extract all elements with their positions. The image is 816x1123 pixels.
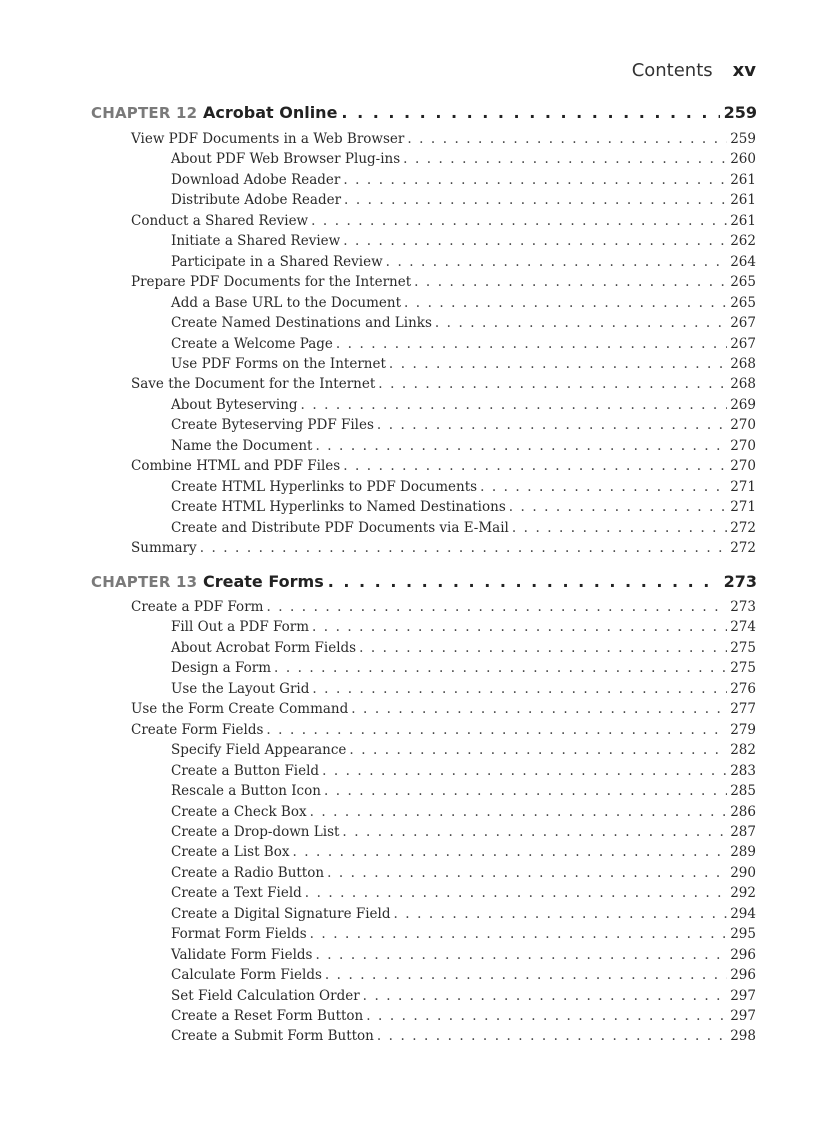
toc-entry-title: About PDF Web Browser Plug-ins (171, 151, 401, 168)
dot-leader (386, 252, 728, 272)
dot-leader (414, 272, 727, 292)
toc-entry-page-number: 270 (730, 417, 756, 434)
toc-entry[interactable] (131, 720, 756, 740)
toc-entry-title: Add a Base URL to the Document (171, 294, 402, 311)
toc-entry-title: Name the Document (171, 437, 313, 454)
toc-entry-title: Fill Out a PDF Form (171, 619, 310, 636)
toc-entry-title: Create a Drop-down List (171, 823, 340, 840)
toc-entry-page-number: 297 (730, 1008, 756, 1024)
toc-entry[interactable] (171, 518, 756, 538)
dot-leader (435, 313, 727, 333)
running-head (632, 60, 756, 81)
toc-entry-title: Summary (131, 540, 197, 556)
toc-entry[interactable] (171, 395, 756, 415)
toc-entry-page-number: 276 (730, 680, 756, 697)
dot-leader (377, 415, 727, 435)
dot-leader (341, 103, 719, 122)
toc-entry[interactable] (171, 293, 756, 313)
toc-entry-title: Create HTML Hyperlinks to Named Destinations (171, 499, 506, 516)
dot-leader (512, 518, 727, 538)
toc-entry-title: Create a Text Field (171, 885, 302, 902)
dot-leader (343, 231, 727, 251)
toc-entry-title: Create Form Fields (131, 721, 264, 738)
toc-entry[interactable] (131, 272, 756, 292)
toc-entry[interactable] (171, 354, 756, 374)
toc-entry-page-number: 290 (730, 864, 756, 881)
toc-entry[interactable] (171, 761, 756, 781)
toc-entry[interactable] (171, 965, 756, 985)
dot-leader (292, 842, 727, 862)
dot-leader (315, 436, 727, 456)
chapter-page-number: 259 (723, 103, 757, 122)
chapter-label: CHAPTER 13 (91, 573, 198, 591)
dot-leader (377, 1026, 727, 1046)
dot-leader (394, 904, 728, 924)
dot-leader (349, 740, 727, 760)
dot-leader (328, 572, 720, 591)
toc-entry[interactable] (171, 863, 756, 883)
dot-leader (266, 597, 727, 617)
dot-leader (378, 374, 727, 394)
dot-leader (322, 761, 727, 781)
chapter-heading[interactable] (91, 103, 757, 122)
toc-entry-page-number: 285 (730, 783, 756, 800)
toc-entry-page-number: 286 (730, 803, 756, 820)
toc-entry-title: Create a Check Box (171, 803, 307, 820)
toc-entry-page-number: 273 (730, 599, 756, 615)
toc-entry[interactable] (171, 334, 756, 354)
toc-entry-page-number: 275 (730, 660, 756, 677)
toc-entry[interactable] (131, 211, 756, 231)
toc-entry[interactable] (131, 699, 756, 719)
toc-entry-title: Create Named Destinations and Links (171, 315, 432, 332)
toc-entry[interactable] (131, 129, 756, 149)
toc-entry[interactable] (171, 149, 756, 169)
toc-entry-page-number: 296 (730, 967, 756, 984)
toc-entry-page-number: 264 (730, 253, 756, 270)
chapter-title: Acrobat Online (203, 103, 338, 122)
toc-entry-title: Specify Field Appearance (171, 742, 347, 759)
toc-entry[interactable] (171, 924, 756, 944)
toc-entry-title: Create a PDF Form (131, 599, 264, 615)
toc-entry-page-number: 282 (730, 742, 756, 759)
toc-entry-title: Use the Form Create Command (131, 701, 349, 718)
toc-entry[interactable] (171, 415, 756, 435)
toc-entry-page-number: 289 (730, 844, 756, 861)
toc-entry-page-number: 259 (730, 131, 756, 147)
toc-entry-page-number: 275 (730, 639, 756, 656)
toc-entry-title: Calculate Form Fields (171, 967, 322, 984)
toc-entry[interactable] (171, 781, 756, 801)
toc-entry-page-number: 267 (730, 335, 756, 352)
toc-entry-title: Create a Submit Form Button (171, 1028, 374, 1045)
toc-entry-title: Conduct a Shared Review (131, 212, 309, 229)
toc-entry-title: Create a Radio Button (171, 864, 325, 881)
toc-entry-title: Download Adobe Reader (171, 171, 341, 188)
toc-entry-title: Distribute Adobe Reader (171, 192, 342, 209)
toc-entry-title: Create a Digital Signature Field (171, 905, 391, 922)
toc-entry[interactable] (171, 904, 756, 924)
dot-leader (342, 822, 727, 842)
toc-entry[interactable] (171, 617, 756, 637)
dot-leader (343, 456, 727, 476)
toc-entry-page-number: 294 (730, 905, 756, 922)
chapter-label: CHAPTER 12 (91, 104, 198, 122)
toc-entry[interactable] (131, 374, 756, 394)
toc-entry-page-number: 269 (730, 396, 756, 413)
toc-entry-page-number: 271 (730, 478, 756, 495)
toc-entry-title: Design a Form (171, 660, 272, 677)
dot-leader (343, 170, 727, 190)
toc-entry[interactable] (171, 436, 756, 456)
toc-entry[interactable] (171, 802, 756, 822)
dot-leader (312, 679, 727, 699)
toc-entry[interactable] (171, 313, 756, 333)
dot-leader (305, 883, 727, 903)
toc-entry[interactable] (171, 497, 756, 517)
toc-entry[interactable] (171, 658, 756, 678)
toc-entry-title: Create a Welcome Page (171, 335, 333, 352)
toc-entry-title: Validate Form Fields (171, 946, 313, 963)
toc-entry-title: Participate in a Shared Review (171, 253, 383, 270)
dot-leader (403, 149, 727, 169)
toc-entry[interactable] (171, 477, 756, 497)
toc-entry-page-number: 274 (730, 619, 756, 636)
toc-entry-page-number: 283 (730, 762, 756, 779)
toc-entry-title: Create a List Box (171, 844, 290, 861)
toc-entry-page-number: 265 (730, 294, 756, 311)
dot-leader (389, 354, 727, 374)
toc-entry[interactable] (171, 740, 756, 760)
toc-entry-page-number: 277 (730, 701, 756, 718)
dot-leader (351, 699, 727, 719)
toc-entry-page-number: 261 (730, 192, 756, 209)
toc-entry[interactable] (171, 1006, 756, 1026)
chapter-heading[interactable] (91, 572, 757, 591)
dot-leader (509, 497, 727, 517)
toc-entry[interactable] (171, 1026, 756, 1046)
chapter-page-number: 273 (723, 572, 757, 591)
toc-entry[interactable] (171, 883, 756, 903)
dot-leader (336, 334, 727, 354)
dot-leader (324, 781, 727, 801)
toc-entry-title: About Byteserving (171, 396, 298, 413)
toc-entry-title: View PDF Documents in a Web Browser (131, 131, 405, 147)
toc-entry-title: Format Form Fields (171, 926, 307, 943)
toc-entry-title: Prepare PDF Documents for the Internet (131, 274, 412, 291)
toc-entry-page-number: 267 (730, 315, 756, 332)
toc-entry-page-number: 260 (730, 151, 756, 168)
running-head-title: Contents (631, 60, 713, 81)
toc-entry[interactable] (171, 638, 756, 658)
toc-entry-page-number: 270 (730, 458, 756, 475)
toc-entry-title: Create HTML Hyperlinks to PDF Documents (171, 478, 478, 495)
toc-entry-page-number: 261 (730, 171, 756, 188)
toc-entry-title: Use PDF Forms on the Internet (171, 355, 386, 372)
chapter-title: Create Forms (203, 572, 324, 591)
toc-entry-page-number: 296 (730, 946, 756, 963)
toc-entry-page-number: 292 (730, 885, 756, 902)
toc-entry-page-number: 297 (730, 987, 756, 1004)
toc-entry-page-number: 271 (730, 499, 756, 516)
toc-entry[interactable] (171, 252, 756, 272)
dot-leader (301, 395, 728, 415)
dot-leader (359, 638, 727, 658)
toc-entry-page-number: 298 (730, 1028, 756, 1045)
toc-entry-title: Rescale a Button Icon (171, 783, 321, 800)
dot-leader (200, 538, 728, 558)
dot-leader (315, 945, 727, 965)
toc-entry[interactable] (131, 597, 756, 617)
toc-entry[interactable] (171, 842, 756, 862)
dot-leader (274, 658, 727, 678)
toc-entry-page-number: 265 (730, 274, 756, 291)
dot-leader (310, 924, 728, 944)
dot-leader (363, 986, 728, 1006)
toc-entry[interactable] (171, 679, 756, 699)
toc-entry-page-number: 272 (730, 540, 756, 556)
toc-entry-title: Initiate a Shared Review (171, 233, 341, 250)
dot-leader (407, 129, 727, 149)
toc-entry-page-number: 261 (730, 212, 756, 229)
dot-leader (312, 617, 727, 637)
toc-entry[interactable] (131, 456, 756, 476)
toc-entry[interactable] (171, 190, 756, 210)
toc-entry[interactable] (131, 538, 756, 558)
toc-entry-title: About Acrobat Form Fields (171, 639, 357, 656)
toc-entry-page-number: 270 (730, 437, 756, 454)
toc-entry-page-number: 262 (730, 233, 756, 250)
toc-entry-page-number: 287 (730, 823, 756, 840)
toc-entry-page-number: 279 (730, 721, 756, 738)
running-head-page-number: xv (732, 60, 756, 81)
dot-leader (311, 211, 727, 231)
toc-entry-title: Use the Layout Grid (171, 680, 310, 697)
toc-entry-title: Set Field Calculation Order (171, 987, 360, 1004)
toc-entry[interactable] (171, 170, 756, 190)
toc-entry-title: Create and Distribute PDF Documents via E-Mail (171, 519, 509, 536)
dot-leader (404, 293, 727, 313)
dot-leader (327, 863, 727, 883)
toc-entry[interactable] (171, 986, 756, 1006)
toc-entry-title: Create a Button Field (171, 762, 320, 779)
toc-entry-page-number: 295 (730, 926, 756, 943)
toc-entry-title: Create a Reset Form Button (171, 1008, 364, 1024)
toc-entry-page-number: 268 (730, 376, 756, 393)
toc-entry-title: Combine HTML and PDF Files (131, 458, 341, 475)
toc-entry[interactable] (171, 822, 756, 842)
dot-leader (325, 965, 727, 985)
toc-entry[interactable] (171, 231, 756, 251)
dot-leader (344, 190, 727, 210)
toc-entry-title: Create Byteserving PDF Files (171, 417, 374, 434)
dot-leader (480, 477, 727, 497)
dot-leader (266, 720, 727, 740)
toc-entry-title: Save the Document for the Internet (131, 376, 376, 393)
toc-entry-page-number: 268 (730, 355, 756, 372)
dot-leader (366, 1006, 727, 1026)
toc-entry-page-number: 272 (730, 519, 756, 536)
dot-leader (310, 802, 728, 822)
toc-entry[interactable] (171, 945, 756, 965)
